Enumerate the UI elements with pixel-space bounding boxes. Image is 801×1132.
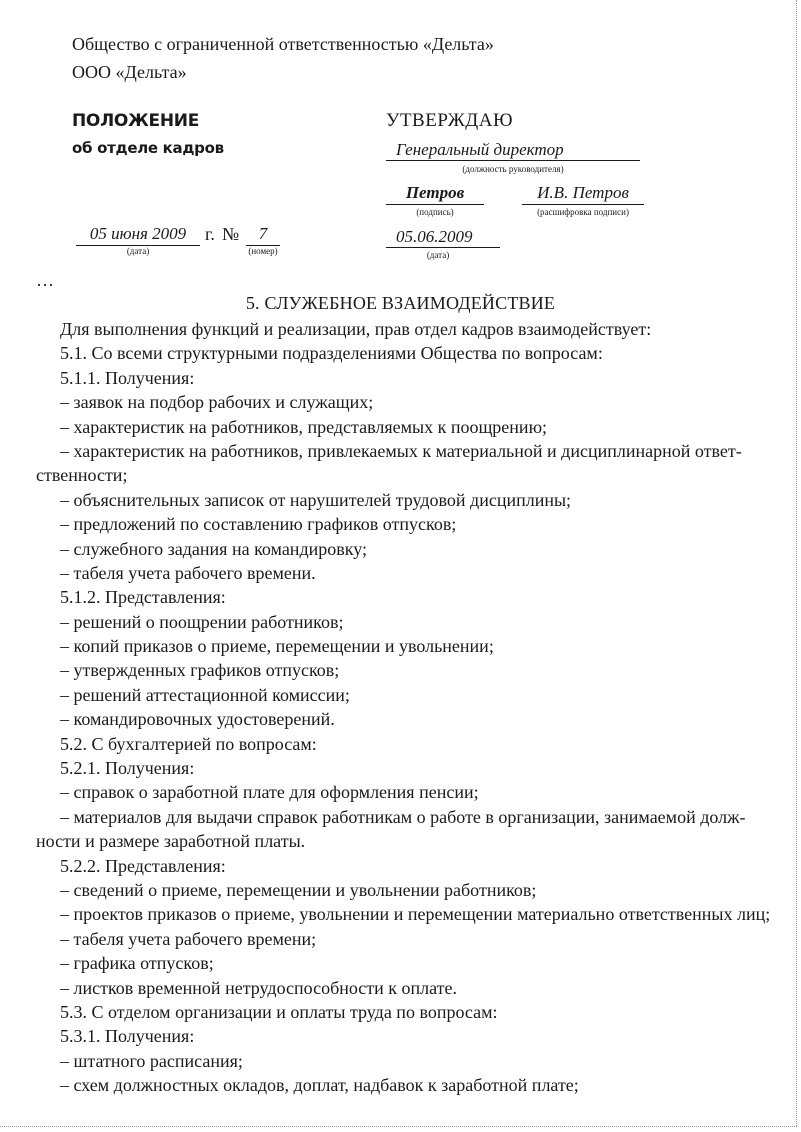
- body-line: Для выполнения функций и реализации, прав отдел кадров взаимодействует:: [60, 319, 652, 339]
- document-subtitle: об отделе кадров: [72, 139, 224, 157]
- document-date-caption: (дата): [126, 246, 150, 256]
- body-line: – табеля учета рабочего времени.: [60, 562, 316, 583]
- body-line: – служебного задания на командировку;: [60, 538, 367, 559]
- body-line: – сведений о приеме, перемещении и увольнении работников;: [60, 879, 537, 900]
- organization-short-name: ООО «Дельта»: [72, 62, 187, 82]
- omission-ellipsis: …: [36, 270, 54, 290]
- body-line: – решений о поощрении работников;: [60, 611, 344, 632]
- director-position-field: Генеральный директор: [386, 139, 640, 161]
- body-line: – командировочных удостоверений.: [60, 709, 335, 730]
- section-heading: 5. СЛУЖЕБНОЕ ВЗАИМОДЕЙСТВИЕ: [245, 293, 556, 313]
- document-number-caption: (номер): [248, 246, 278, 256]
- body-line: – копий приказов о приеме, перемещении и увольнении;: [60, 636, 494, 657]
- body-line: – характеристик на работников, привлекаемых к материальной и дисциплинарной ответ-: [60, 440, 742, 461]
- body-line: 5.1. Со всеми структурными подразделениями Общества по вопросам:: [60, 343, 603, 364]
- organization-full-name: Общество с ограниченной ответственностью «Дельта»: [72, 34, 494, 54]
- body-line: 5.2.1. Получения:: [60, 758, 195, 779]
- body-line: 5.3.1. Получения:: [60, 1026, 195, 1047]
- body-line: – материалов для выдачи справок работникам о работе в организации, занимаемой долж-: [60, 806, 746, 827]
- body-line: – листков временной нетрудоспособности к оплате.: [60, 977, 458, 998]
- body-line: 5.2. С бухгалтерией по вопросам:: [60, 733, 317, 754]
- body-line: – решений аттестационной комиссии;: [60, 684, 350, 705]
- body-line: ности и размере заработной платы.: [36, 831, 306, 852]
- document-date-field: 05 июня 2009: [76, 223, 200, 246]
- document-title: ПОЛОЖЕНИЕ: [72, 111, 200, 131]
- body-line: – объяснительных записок от нарушителей трудовой дисциплины;: [60, 489, 572, 510]
- body-line: 5.2.2. Представления:: [60, 855, 226, 876]
- number-sign: №: [222, 224, 240, 244]
- body-line: – заявок на подбор рабочих и служащих;: [60, 392, 374, 413]
- signature-field: Петров: [386, 182, 484, 205]
- approval-date-caption: (дата): [426, 250, 450, 260]
- body-line: – справок о заработной плате для оформления пенсии;: [60, 782, 479, 803]
- body-line: – графика отпусков;: [60, 953, 214, 974]
- page-border-right: [796, 0, 797, 1126]
- body-line: – табеля учета рабочего времени;: [60, 928, 317, 949]
- body-line: – проектов приказов о приеме, увольнении и перемещении материально ответственных лиц;: [60, 904, 771, 925]
- name-decoding-caption: (расшифровка подписи): [537, 207, 629, 217]
- name-decoding-field: И.В. Петров: [522, 182, 644, 205]
- body-line: 5.3. С отделом организации и оплаты труда по вопросам:: [60, 1001, 498, 1022]
- director-position-caption: (должность руководителя): [462, 164, 564, 174]
- signature-caption: (подпись): [416, 207, 454, 217]
- body-line: – предложений по составлению графиков отпусков;: [60, 514, 457, 535]
- section-body: [36, 317, 771, 1098]
- document-number-field: 7: [246, 223, 280, 246]
- body-line: 5.1.1. Получения:: [60, 367, 195, 388]
- body-line: ственности;: [36, 465, 128, 486]
- body-line: – утвержденных графиков отпусков;: [60, 660, 340, 681]
- body-line: – штатного расписания;: [60, 1050, 243, 1071]
- body-line: – схем должностных окладов, доплат, надбавок к заработной плате;: [60, 1075, 579, 1096]
- approval-stamp-title: УТВЕРЖДАЮ: [386, 110, 513, 131]
- approval-date-field: 05.06.2009: [386, 226, 500, 248]
- body-line: 5.1.2. Представления:: [60, 587, 226, 608]
- body-line: – характеристик на работников, представляемых к поощрению;: [60, 416, 548, 437]
- year-suffix: г.: [205, 224, 215, 244]
- page-border-bottom: [0, 1126, 797, 1127]
